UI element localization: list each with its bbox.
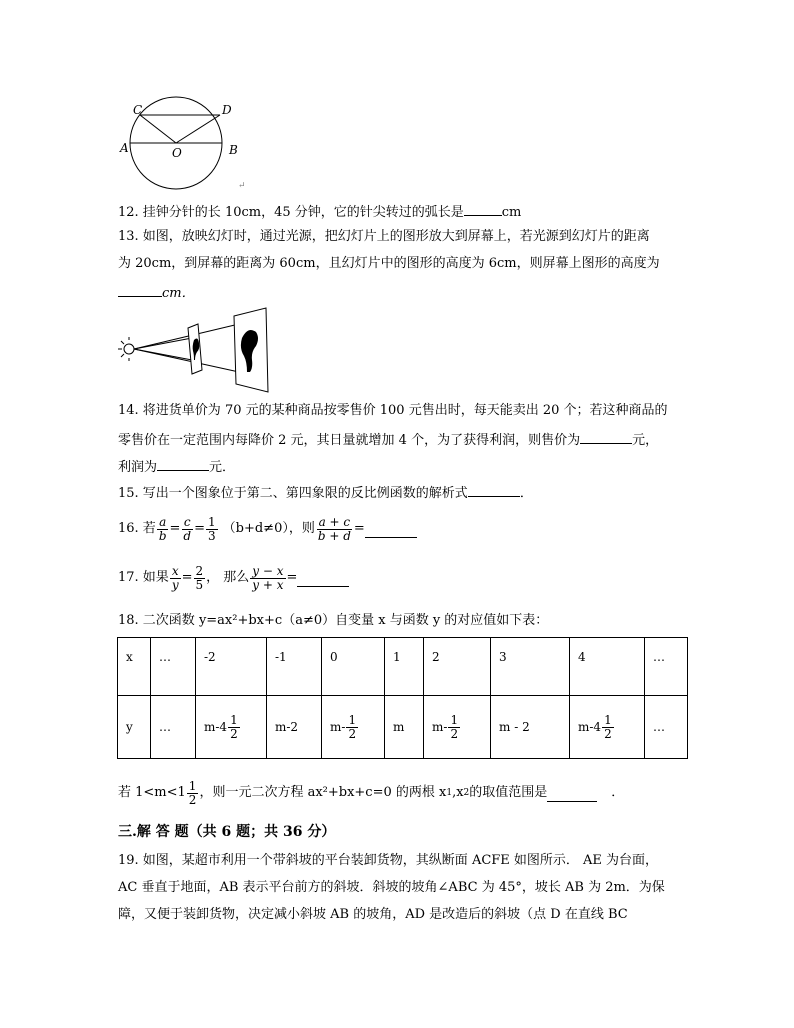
value-table	[117, 637, 688, 759]
question-16: 16. 若 $\frac{a}{b}$ = $\frac{c}{d}$ = $\frac{1}{3}$ （b+d≠0），则 $\frac{a + c}{b + d}$ =	[118, 511, 417, 547]
question-18: 18. 二次函数 y=ax²+bx+c（a≠0）自变量 x 与函数 y 的对应值如下表：	[118, 613, 549, 628]
table-cell: m- $\frac{1}{2}$	[322, 696, 385, 759]
answer-blank	[297, 570, 349, 587]
question-13-line3: cm．	[118, 282, 195, 303]
question-13-line1: 13. 如图，放映幻灯时，通过光源，把幻灯片上的图形放大到屏幕上，若光源到幻灯片的距离	[118, 229, 650, 244]
table-cell: 4	[570, 638, 645, 696]
question-14-line3: 利润为 元．	[118, 456, 235, 477]
label-a: A	[120, 141, 129, 155]
table-cell: …	[151, 638, 196, 696]
fraction-c-d: $\frac{c}{d}$	[183, 514, 192, 543]
table-cell: m - 2	[491, 696, 570, 759]
question-17: 17. 如果 $\frac{x}{y}$ = $\frac{2}{5}$ ， 那么 $\frac{y - x}{y + x}$ =	[118, 560, 349, 596]
section-title: 三.解 答 题（共 6 题；共 36 分）	[118, 824, 336, 840]
answer-blank-price	[580, 429, 632, 444]
fraction-half: $\frac{1}{2}$	[188, 778, 197, 807]
table-cell: m- $\frac{1}{2}$	[424, 696, 491, 759]
answer-blank	[468, 482, 520, 497]
table-cell: m-4 $\frac{1}{2}$	[196, 696, 267, 759]
question-19-line2: AC 垂直于地面，AB 表示平台前方的斜坡．斜坡的坡角∠ABC 为 45°，坡长 AB 为 2m．为保	[118, 880, 665, 895]
fraction-sum: $\frac{a + c}{b + d}$	[317, 514, 351, 543]
table-cell: m	[385, 696, 424, 759]
label-o: O	[172, 146, 182, 160]
table-cell: 3	[491, 638, 570, 696]
table-cell: …	[151, 696, 196, 759]
table-cell: 1	[385, 638, 424, 696]
projector-figure	[114, 304, 274, 396]
answer-blank	[365, 521, 417, 538]
table-cell: …	[645, 696, 688, 759]
return-mark: ↵	[238, 181, 246, 191]
answer-blank	[547, 785, 597, 802]
table-cell: -2	[196, 638, 267, 696]
answer-blank	[118, 282, 162, 297]
table-row-y	[118, 696, 688, 759]
question-19-line1: 19. 如图，某超市利用一个带斜坡的平台装卸货物，其纵断面 ACFE 如图所示． AE 为台面，	[118, 853, 659, 868]
question-18-condition: 若 1<m<1 $\frac{1}{2}$ ，则一元二次方程 ax²+bx+c=0 的两根 x 1 ,x 2 的取值范围是 ．	[118, 778, 625, 807]
fraction-x-y: $\frac{x}{y}$	[171, 563, 179, 592]
fraction-diff-sum: $\frac{y - x}{y + x}$	[252, 563, 284, 592]
question-15: 15. 写出一个图象位于第二、第四象限的反比例函数的解析式 ．	[118, 482, 533, 503]
question-19-line3: 障，又便于装卸货物，决定减小斜坡 AB 的坡角，AD 是改造后的斜坡（点 D 在直线 BC	[118, 907, 628, 922]
table-row-x	[118, 638, 688, 696]
label-d: D	[222, 103, 232, 117]
table-cell: x	[118, 638, 151, 696]
table-cell: -1	[267, 638, 322, 696]
fraction-a-b: $\frac{a}{b}$	[158, 514, 167, 543]
answer-blank	[464, 201, 502, 216]
label-c: C	[133, 103, 143, 117]
question-13-line2: 为 20cm，到屏幕的距离为 60cm，且幻灯片中的图形的高度为 6cm，则屏幕上图形的高度为	[118, 256, 660, 271]
question-12: 12. 挂钟分针的长 10cm，45 分钟，它的针尖转过的弧长是 cm	[118, 201, 521, 222]
table-cell: …	[645, 638, 688, 696]
table-cell: 0	[322, 638, 385, 696]
label-b: B	[229, 143, 238, 157]
table-cell: m-2	[267, 696, 322, 759]
answer-blank-profit	[157, 456, 209, 471]
fraction-one-third: $\frac{1}{3}$	[208, 514, 216, 543]
table-cell: y	[118, 696, 151, 759]
question-14-line2: 零售价在一定范围内每降价 2 元，其日量就增加 4 个，为了获得利润，则售价为 元，	[118, 429, 658, 450]
fraction-two-fifths: $\frac{2}{5}$	[195, 563, 204, 592]
question-14-line1: 14. 将进货单价为 70 元的某种商品按零售价 100 元售出时，每天能卖出 20 个；若这种商品的	[118, 403, 668, 418]
table-cell: 2	[424, 638, 491, 696]
table-cell: m-4 $\frac{1}{2}$	[570, 696, 645, 759]
